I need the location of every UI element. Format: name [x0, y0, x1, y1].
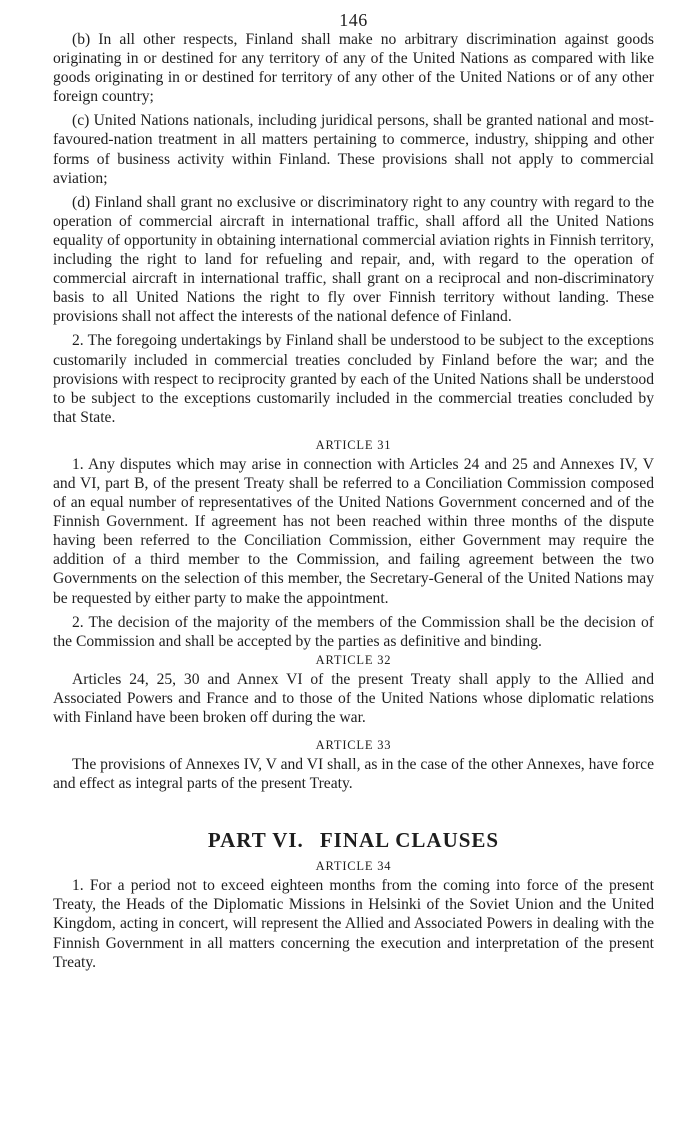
paragraph-c: (c) United Nations nationals, including juridical persons, shall be granted national and most-favoured-nation treatment in all matters pertaining to commerce, industry, shipping and other forms of business activity within Finland. These provisions shall not apply to commercial aviation; [53, 112, 654, 187]
article-31-paragraph-2: 2. The decision of the majority of the members of the Commission shall be the decision of the Commission and shall be accepted by the parties as definitive and binding. [53, 613, 654, 650]
article-34-heading: ARTICLE 34 [315, 859, 392, 874]
paragraph-2: 2. The foregoing undertakings by Finland shall be understood to be subject to the exceptions customarily included in commercial treaties concluded by Finland before the war; and the provisions with respect to reciprocity granted by each of the United Nations shall be understood to be subject to the exceptions customarily included in the commercial treaties concluded by that State. [53, 332, 654, 426]
document-page [53, 10, 654, 972]
article-32-paragraph: Articles 24, 25, 30 and Annex VI of the present Treaty shall apply to the Allied and Associated Powers and France and to those of the United Nations whose diplomatic relations with Finland have been broken off during the war. [53, 670, 654, 726]
part-title: FINAL CLAUSES [319, 828, 500, 853]
page-number: 146 [339, 10, 368, 30]
article-31-paragraph-1: 1. Any disputes which may arise in connection with Articles 24 and 25 and Annexes IV, V and VI, part B, of the present Treaty shall be referred to a Conciliation Commission composed of an equal number of representatives of the United Nations Government concerned and of the Finnish Government. If agreement has not been reached within three months of the dispute having been referred to the Conciliation Commission, either Government may require the addition of a third member to the Commission, and failing agreement between the two Governments on the selection of this member, the Secretary-General of the United Nations may be requested by either party to make the appointment. [53, 455, 654, 607]
article-33-paragraph: The provisions of Annexes IV, V and VI shall, as in the case of the other Annexes, have force and effect as integral parts of the present Treaty. [53, 756, 654, 793]
paragraph-d: (d) Finland shall grant no exclusive or discriminatory right to any country with regard to the operation of commercial aircraft in international traffic, shall afford all the United Nations equality of opportunity in obtaining international commercial aviation rights in Finnish territory, including the right to land for refueling and repair, and, with regard to the operation of commercial aircraft in international traffic, shall grant on a reciprocal and non-discriminatory basis to all United Nations the right to fly over Finnish territory without landing. These provisions shall not affect the interests of the national defence of Finland. [53, 193, 654, 326]
part-heading [53, 827, 654, 853]
article-31-heading: ARTICLE 31 [315, 437, 392, 452]
article-32-heading: ARTICLE 32 [315, 652, 392, 667]
paragraph-b: (b) In all other respects, Finland shall make no arbitrary discrimination against goods originating in or destined for any territory of any of the United Nations as compared with like goods originating in or destined for territory of any other of the United Nations or of any other foreign country; [53, 31, 654, 106]
part-number: PART VI. [207, 828, 304, 853]
article-33-heading: ARTICLE 33 [315, 738, 392, 753]
article-34-paragraph: 1. For a period not to exceed eighteen months from the coming into force of the present Treaty, the Heads of the Diplomatic Missions in Helsinki of the Soviet Union and the United Kingdom, acting in concert, will represent the Allied and Associated Powers in dealing with the Finnish Government in all matters concerning the execution and interpretation of the present Treaty. [53, 877, 654, 971]
